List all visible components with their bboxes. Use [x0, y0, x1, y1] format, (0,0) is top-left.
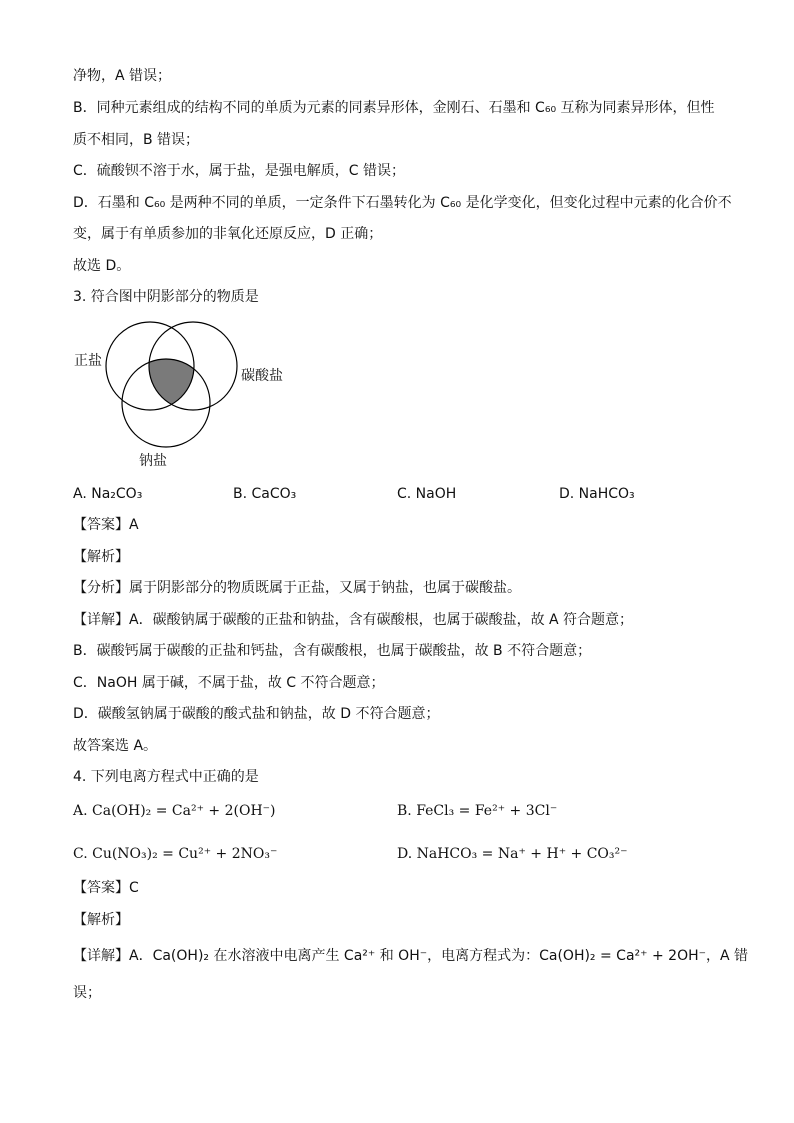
q3-option-c: C. NaOH — [397, 486, 457, 502]
q4-option-c: C. Cu(NO₃)₂ = Cu²⁺ + 2NO₃⁻ — [73, 846, 278, 862]
venn-svg — [70, 318, 300, 468]
venn-label-sodium-salt: 钠盐 — [139, 453, 167, 469]
question-4-title: 4. 下列电离方程式中正确的是 — [73, 769, 259, 785]
text-line: 【详解】A．碳酸钠属于碳酸的正盐和钠盐，含有碳酸根，也属于碳酸盐，故 A 符合题意； — [73, 612, 634, 628]
text-line: 净物，A 错误； — [73, 68, 172, 84]
text-line: 【分析】属于阴影部分的物质既属于正盐，又属于钠盐，也属于碳酸盐。 — [73, 580, 521, 596]
text-line: B．碳酸钙属于碳酸的正盐和钙盐，含有碳酸根，也属于碳酸盐，故 B 不符合题意； — [73, 643, 592, 659]
q3-analysis-title: 【解析】 — [73, 549, 129, 565]
q3-option-b: B. CaCO₃ — [233, 486, 297, 502]
q4-analysis-title: 【解析】 — [73, 912, 129, 928]
text-line: 故选 D。 — [73, 258, 131, 274]
venn-diagram — [70, 318, 300, 468]
q4-option-a: A. Ca(OH)₂ = Ca²⁺ + 2(OH⁻) — [73, 803, 276, 819]
venn-label-normal-salt: 正盐 — [74, 353, 102, 369]
q3-option-a: A. Na₂CO₃ — [73, 486, 143, 502]
text-line: C．硫酸钡不溶于水，属于盐，是强电解质，C 错误； — [73, 163, 405, 179]
question-3-title: 3. 符合图中阴影部分的物质是 — [73, 289, 259, 305]
text-line: D．碳酸氢钠属于碳酸的酸式盐和钠盐，故 D 不符合题意； — [73, 706, 440, 722]
text-line: 故答案选 A。 — [73, 738, 158, 754]
text-line: 质不相同，B 错误； — [73, 132, 200, 148]
text-line: C．NaOH 属于碱，不属于盐，故 C 不符合题意； — [73, 675, 385, 691]
q4-answer: 【答案】C — [73, 880, 139, 896]
text-line: 变，属于有单质参加的非氧化还原反应，D 正确； — [73, 226, 383, 242]
q4-option-b: B. FeCl₃ = Fe²⁺ + 3Cl⁻ — [397, 803, 558, 819]
q3-answer: 【答案】A — [73, 517, 139, 533]
text-line: D．石墨和 C₆₀ 是两种不同的单质，一定条件下石墨转化为 C₆₀ 是化学变化，但变化过程中元素的化合价不 — [73, 195, 732, 211]
q4-option-d: D. NaHCO₃ = Na⁺ + H⁺ + CO₃²⁻ — [397, 846, 628, 862]
text-line: B．同种元素组成的结构不同的单质为元素的同素异形体，金刚石、石墨和 C₆₀ 互称为同素异形体，但性 — [73, 100, 715, 116]
text-line: 误； — [73, 985, 101, 1001]
text-line: 【详解】A．Ca(OH)₂ 在水溶液中电离产生 Ca²⁺ 和 OH⁻，电离方程式为：Ca(OH)₂ = Ca²⁺ + 2OH⁻，A 错 — [73, 948, 749, 964]
venn-label-carbonate: 碳酸盐 — [241, 368, 283, 384]
q3-option-d: D. NaHCO₃ — [559, 486, 635, 502]
